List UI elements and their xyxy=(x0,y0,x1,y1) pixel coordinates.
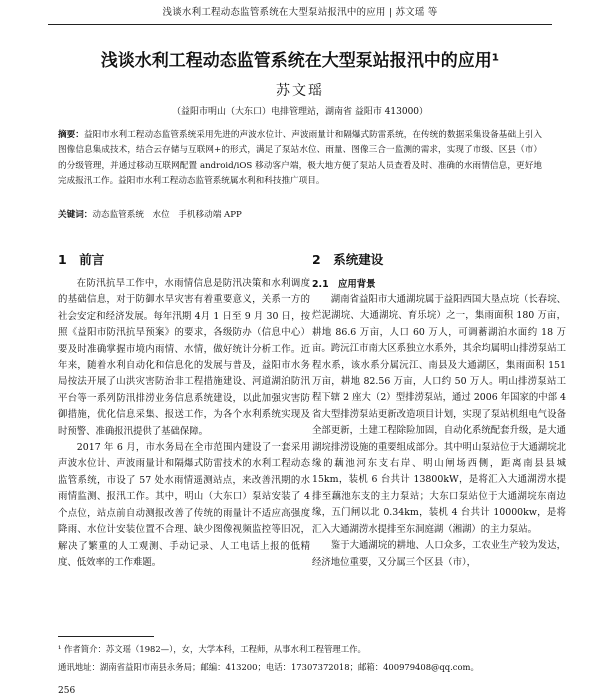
left-column xyxy=(58,250,310,571)
section-1-paragraph-2: 2017 年 6 月，市水务局在全市范围内建设了一套采用声波水位计、声波雨量计和隔爆式防雷技术的水利工程动态监管系统，市设了 57 处水雨情遥测站点，来改善汛期的水雨情监测、报汛工作。其中，明山（大东口）泵站安装了 4 个点位，站点前自动测报改善了传统的雨量计不适应高强度降雨、水位计安装位置不合理、缺少图像视频监控等旧况，解决了繁重的人工观测、手动记录、人工电话上报的低精度、低效率的工作难题。 xyxy=(58,442,310,568)
author-affiliation: （益阳市明山（大东口）电排管理站，湖南省 益阳市 413000） xyxy=(171,107,429,117)
keywords xyxy=(58,208,542,220)
section-2-paragraph-2: 鉴于大通湖垸的耕地、人口众多，工农业生产较为发达，经济地位重要，又分属三个区县（市）， xyxy=(312,540,566,568)
footnote-author-bio: ¹ 作者简介：苏文瑶（1982—），女，大学本科，工程师，从事水利工程管理工作。 xyxy=(58,644,366,654)
section-1-paragraph-1: 在防汛抗旱工作中，水雨情信息是防汛决策和水利调度的基础信息，对于防御水旱灾害有着重要意义，关系一方的社会安定和经济发展。每年汛期 4月 1 日至 9 月 30 日，按照《益阳市防汛抗旱预案》的要求，各级防办（信息中心）要及时准确掌握市境内雨情、水情，做好统计分析工作。近年来，随着水利自动化和信息化的发展与普及，益阳市水务局按法开展了山洪灾害防治非工程措施建设、河道湖泊防汛平台等一系列防汛排涝业务信息系统建设，以此加强灾害防御措施，优化信息采集、报送工作，为各个水利系统实现及时预警、准确报汛提供了基础保障。 xyxy=(58,278,310,437)
running-header: 浅谈水利工程动态监管系统在大型泵站报汛中的应用 | 苏文瑶 等 xyxy=(162,7,438,18)
abstract xyxy=(58,128,542,190)
footnote-rule xyxy=(58,636,154,637)
paper-title: 浅谈水利工程动态监管系统在大型泵站报汛中的应用¹ xyxy=(100,51,500,71)
author-name: 苏文瑶 xyxy=(276,83,324,99)
section-2-heading: 2 系统建设 xyxy=(312,252,384,267)
page-number: 256 xyxy=(58,686,76,696)
section-1-heading: 1 前言 xyxy=(58,252,105,267)
footnote-address: 通讯地址：湖南省益阳市南县永务局；邮编：413200；电话：17307372018；邮箱：400979408@qq.com。 xyxy=(58,662,479,672)
keywords-label: 关键词： xyxy=(58,210,93,220)
header-rule xyxy=(48,24,552,25)
subsection-2-1-heading: 2.1 应用背景 xyxy=(312,279,376,290)
right-column xyxy=(312,250,566,571)
abstract-label: 摘要： xyxy=(58,130,84,140)
keywords-text: 动态监管系统 水位 手机移动端 APP xyxy=(92,210,242,220)
abstract-text: 益阳市水利工程动态监管系统采用先进的声波水位计、声波雨量计和隔爆式防雷系统，在传统的数据采集设备基础上引入图像信息集成技术，结合云存储与互联网+的形式，满足了泵站水位、雨量、图像三合一监测的需求，实现了市级、区县（市）的分级管理，并通过移动互联网配置 android/iOS 移动客户端，极大地方便了泵站人员查看及时、准确的水雨情信息，更好地完成报汛工作。益阳市水利工程动态监管系统属水利和科技推广项目。 xyxy=(58,130,542,187)
section-2-paragraph-1: 湖南省益阳市大通湖垸属于益阳西国大垦点垸（长春垸、烂泥湖垸、大通湖垸、育乐垸）之一，集雨面积 180 万亩，耕地 86.6 万亩，人口 60 万人，可调蓄湖泊水面约 18 万亩。跨沅江市南大区系独立水系外，其余均属明山排涝泵站工程水系，该水系分属沅江、南县及大通湖区，集雨面积 151 万亩，耕地 82.56 万亩，人口约 50 万人。明山排涝泵站工程下辖 2 座大（2）型排涝泵站，通过 2006 年国家的中部 4 省大型排涝泵站更新改造项目计划，实现了泵站机组电气设备全部更新，土建工程除险加固，自动化系统配套升级，是大通湖垸排涝设施的重要组成部分。其中明山泵站位于大通湖垸北缘的藕池河东支右岸、明山闸场西侧，距离南县县城 15km，装机 6 台共计 13800kW，是将汇入大通湖涝水提排至藕池东支的主力泵站；大东口泵站位于大通湖垸东南边缘，五门闸以北 0.34km，装机 4 台共计 10000kw，是将汇入大通湖涝水提排至东洞庭湖（湘湖）的主力泵站。 xyxy=(312,294,566,535)
